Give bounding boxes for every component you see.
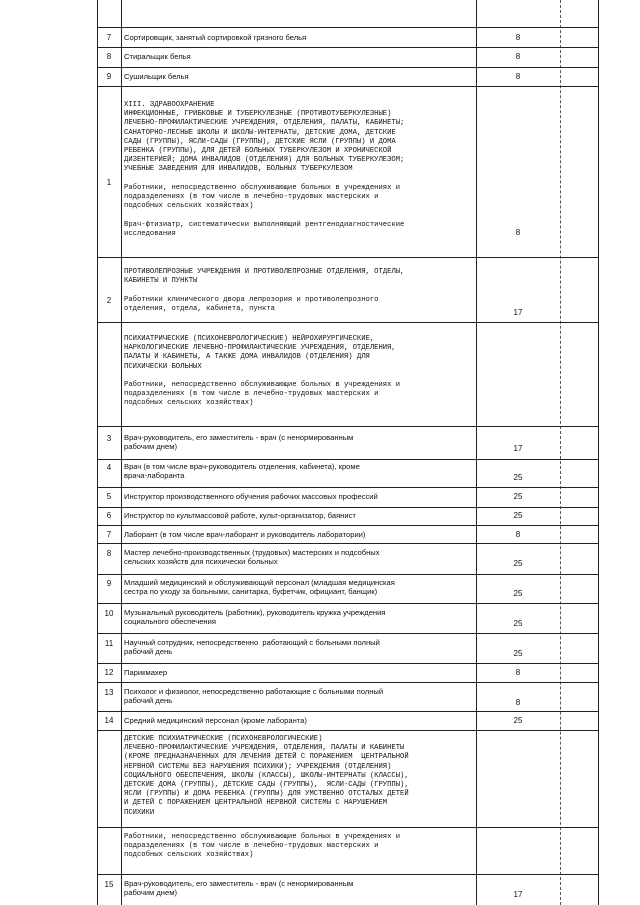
section-subheading-workers: Работники, непосредственно обслуживающие больных в учреждениях и подразделениях (в том числе в лечебно-трудовых мастерских и подсобных сельских хозяйствах) — [124, 833, 401, 860]
row-text: Врач-руководитель, его заместитель - врач (с ненормированным рабочим днем) — [124, 879, 354, 898]
row-text: Врач-руководитель, его заместитель - врач (с ненормированным рабочим днем) — [124, 433, 354, 452]
row-number: 15 — [104, 880, 114, 889]
table-right-border — [598, 0, 599, 905]
row-text: Лаборант (в том числе врач-лаборант и руководитель лаборатории) — [124, 530, 366, 539]
row-separator — [97, 27, 599, 28]
row-number: 3 — [106, 434, 112, 443]
row-text: Сушильщик белья — [124, 72, 189, 81]
number-column-border — [121, 0, 122, 905]
row-number: 1 — [106, 178, 112, 187]
section-heading-psychiatric: ПСИХИАТРИЧЕСКИЕ (ПСИХОНЕВРОЛОГИЧЕСКИЕ) НЕЙРОХИРУРГИЧЕСКИЕ, НАРКОЛОГИЧЕСКИЕ ЛЕЧЕБНО-ПРОФИЛАКТИЧЕСКИЕ УЧРЕЖДЕНИЯ, ОТДЕЛЕНИЯ, ПАЛАТЫ И КАБИНЕТЫ, А ТАКЖЕ ДОМА ИНВАЛИДОВ (ОТДЕЛЕНИЯ) ДЛЯ ПСИХИЧЕСКИ БОЛЬНЫХ Работники, непосредственно обслуживающие больных в учреждениях и подразделениях (в том числе в лечебно-трудовых мастерских и подсобных сельских хозяйствах) — [124, 335, 401, 408]
row-separator — [97, 426, 599, 427]
row-number: 11 — [104, 639, 114, 648]
row-separator — [97, 525, 599, 526]
row-text: Инструктор по культмассовой работе, культ-организатор, баянист — [124, 511, 356, 520]
row-number: 10 — [104, 609, 114, 618]
row-value: 25 — [513, 492, 523, 501]
row-value: 25 — [513, 619, 523, 628]
row-value: 8 — [515, 668, 521, 677]
row-text: Инструктор производственного обучения рабочих массовых профессий — [124, 492, 378, 501]
row-value: 25 — [513, 559, 523, 568]
row-value: 8 — [515, 698, 521, 707]
value-column-border — [476, 0, 477, 905]
row-value: 17 — [513, 308, 523, 317]
row-text: Музыкальный руководитель (работник), руководитель кружка учреждения социального обеспечения — [124, 608, 386, 627]
row-separator — [97, 574, 599, 575]
row-number: 8 — [106, 549, 112, 558]
row-number: 8 — [106, 52, 112, 61]
row-separator — [97, 67, 599, 68]
row-value: 8 — [515, 530, 521, 539]
table-left-border — [97, 0, 98, 905]
row-separator — [97, 47, 599, 48]
row-text: Врач (в том числе врач-руководитель отделения, кабинета), кроме врача-лаборанта — [124, 462, 360, 481]
row-number: 9 — [106, 72, 112, 81]
row-separator — [97, 543, 599, 544]
row-separator — [97, 86, 599, 87]
row-number: 6 — [106, 511, 112, 520]
row-number: 12 — [104, 668, 114, 677]
row-text: Младший медицинский и обслуживающий персонал (младшая медицинская сестра по уходу за больными, санитарка, буфетчик, официант, банщик) — [124, 578, 395, 597]
row-value: 25 — [513, 511, 523, 520]
row-separator — [97, 487, 599, 488]
row-number: 7 — [106, 530, 112, 539]
row-separator — [97, 827, 599, 828]
row-separator — [97, 257, 599, 258]
dashed-column-guide — [560, 0, 561, 905]
row-value: 8 — [515, 52, 521, 61]
row-value: 8 — [515, 72, 521, 81]
row-text: Сортировщик, занятый сортировкой грязного белья — [124, 33, 307, 42]
row-separator — [97, 633, 599, 634]
section-heading-children-psychiatric: ДЕТСКИЕ ПСИХИАТРИЧЕСКИЕ (ПСИХОНЕВРОЛОГИЧЕСКИЕ) ЛЕЧЕБНО-ПРОФИЛАКТИЧЕСКИЕ УЧРЕЖДЕНИЯ, ОТДЕЛЕНИЯ, ПАЛАТЫ И КАБИНЕТЫ (КРОМЕ ПРЕДНАЗНАЧЕННЫХ ДЛЯ ЛЕЧЕНИЯ ДЕТЕЙ С ПОРАЖЕНИЕМ ЦЕНТРАЛЬНОЙ НЕРВНОЙ СИСТЕМЫ БЕЗ НАРУШЕНИЯ ПСИХИКИ); УЧРЕЖДЕНИЯ (ОТДЕЛЕНИЯ) СОЦИАЛЬНОГО ОБЕСПЕЧЕНИЯ, ШКОЛЫ (КЛАССЫ), ШКОЛЫ-ИНТЕРНАТЫ (КЛАССЫ), ДЕТСКИЕ ДОМА (ГРУППЫ), ДЕТСКИЕ САДЫ (ГРУППЫ), ЯСЛИ-САДЫ (ГРУППЫ), ЯСЛИ (ГРУППЫ) И ДОМА РЕБЕНКА (ГРУППЫ) ДЛЯ УМСТВЕННО ОТСТАЛЫХ ДЕТЕЙ И ДЕТЕЙ С ПОРАЖЕНИЕМ ЦЕНТРАЛЬНОЙ НЕРВНОЙ СИСТЕМЫ С НАРУШЕНИЕМ ПСИХИКИ — [124, 735, 409, 817]
row-value: 17 — [513, 444, 523, 453]
row-text: Научный сотрудник, непосредственно работающий с больными полный рабочий день — [124, 638, 380, 657]
row-value: 25 — [513, 649, 523, 658]
section-heading-leprosy: ПРОТИВОЛЕПРОЗНЫЕ УЧРЕЖДЕНИЯ И ПРОТИВОЛЕПРОЗНЫЕ ОТДЕЛЕНИЯ, ОТДЕЛЫ, КАБИНЕТЫ И ПУНКТЫ Работники клинического двора лепрозория и противолепрозного отделения, отдела, кабинета, пункта — [124, 268, 405, 313]
row-text: Средний медицинский персонал (кроме лаборанта) — [124, 716, 307, 725]
row-number: 14 — [104, 716, 114, 725]
row-separator — [97, 663, 599, 664]
row-separator — [97, 682, 599, 683]
row-text: Стиральщик белья — [124, 52, 191, 61]
row-value: 25 — [513, 716, 523, 725]
row-number: 9 — [106, 579, 112, 588]
row-number: 13 — [104, 688, 114, 697]
row-separator — [97, 874, 599, 875]
row-value: 25 — [513, 589, 523, 598]
row-value: 25 — [513, 473, 523, 482]
row-separator — [97, 603, 599, 604]
row-number: 2 — [106, 296, 112, 305]
row-value: 8 — [515, 33, 521, 42]
row-number: 4 — [106, 463, 112, 472]
row-number: 7 — [106, 33, 112, 42]
row-text: Парикмахер — [124, 668, 168, 677]
row-separator — [97, 459, 599, 460]
row-text: Мастер лечебно-производственных (трудовых) мастерских и подсобных сельских хозяйств для психически больных — [124, 548, 380, 567]
row-value: 17 — [513, 890, 523, 899]
row-number: 5 — [106, 492, 112, 501]
row-separator — [97, 711, 599, 712]
row-separator — [97, 322, 599, 323]
section-heading-tuberculosis: XIII. ЗДРАВООХРАНЕНИЕ ИНФЕКЦИОННЫЕ, ГРИБКОВЫЕ И ТУБЕРКУЛЕЗНЫЕ (ПРОТИВОТУБЕРКУЛЕЗНЫЕ) ЛЕЧЕБНО-ПРОФИЛАКТИЧЕСКИЕ УЧРЕЖДЕНИЯ, ОТДЕЛЕНИЯ, ПАЛАТЫ, КАБИНЕТЫ; САНАТОРНО-ЛЕСНЫЕ ШКОЛЫ И ШКОЛЫ-ИНТЕРНАТЫ, ДЕТСКИЕ ДОМА, ДЕТСКИЕ САДЫ (ГРУППЫ), ЯСЛИ-САДЫ (ГРУППЫ), ДЕТСКИЕ ЯСЛИ (ГРУППЫ) И ДОМА РЕБЕНКА (ГРУППЫ), ДЛЯ ДЕТЕЙ БОЛЬНЫХ ТУБЕРКУЛЕЗОМ И ХРОНИЧЕСКОЙ ДИЗЕНТЕРИЕЙ; ДОМА ИНВАЛИДОВ (ОТДЕЛЕНИЯ) ДЛЯ БОЛЬНЫХ ТУБЕРКУЛЕЗОМ; УЧЕБНЫЕ ЗАВЕДЕНИЯ ДЛЯ ИНВАЛИДОВ, БОЛЬНЫХ ТУБЕРКУЛЕЗОМ Работники, непосредственно обслуживающие больных в учреждениях и подразделениях (в том числе в лечебно-трудовых мастерских и подсобных сельских хозяйствах) Врач-фтизиатр, систематически выполняющий рентгенодиагностические исследования — [124, 101, 405, 238]
row-text: Психолог и физиолог, непосредственно работающие с больными полный рабочий день — [124, 687, 384, 706]
row-value: 8 — [515, 228, 521, 237]
row-separator — [97, 730, 599, 731]
row-separator — [97, 507, 599, 508]
